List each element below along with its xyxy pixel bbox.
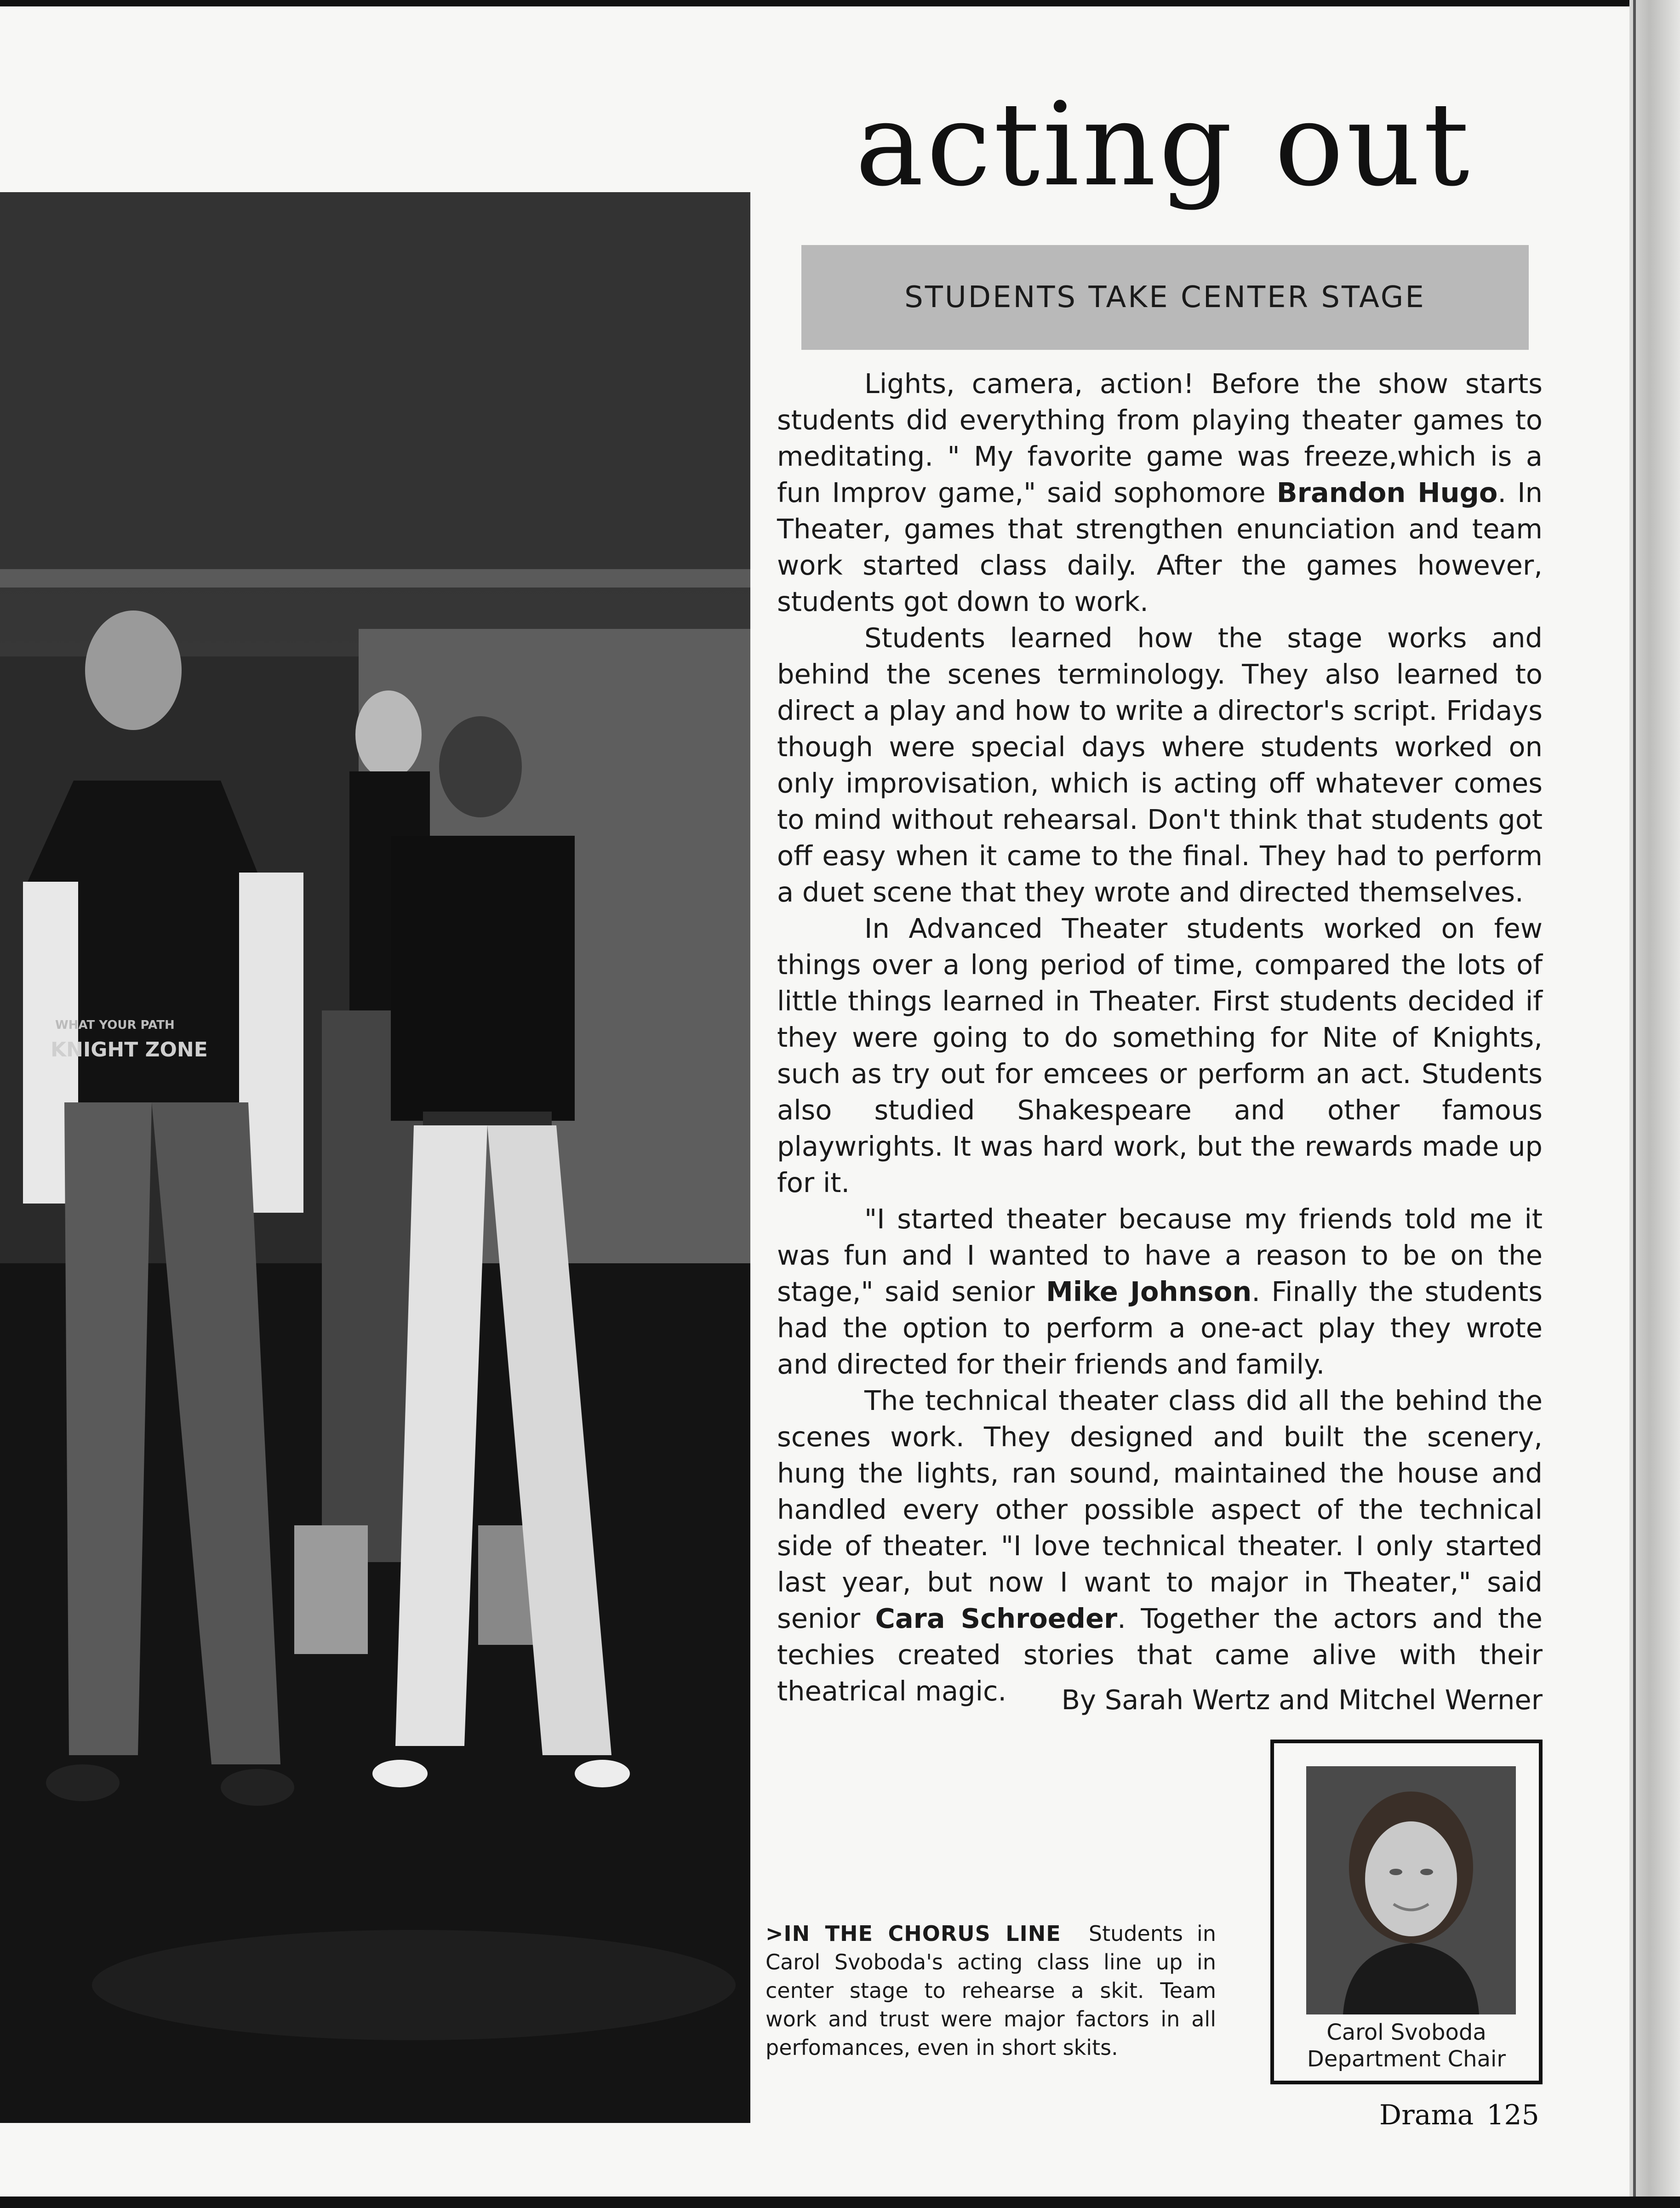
quoted-student-name: Cara Schroeder — [875, 1603, 1118, 1634]
portrait-role: Department Chair — [1307, 2046, 1506, 2072]
page-title: acting out — [855, 78, 1472, 211]
paragraph-text: . Finally the students had the option to perform a one-act play they wrote and directed for their friends and family. — [777, 1276, 1543, 1380]
portrait-photo — [1306, 1766, 1516, 2014]
article-body — [777, 365, 1543, 1709]
article-paragraph — [777, 1382, 1543, 1709]
article-paragraph — [777, 1201, 1543, 1382]
photo-caption-text: Students in Carol Svoboda's acting class line up in center stage to rehearse a skit. Team work and trust were major factors in all perfomances, even in short skits. — [766, 1921, 1216, 2060]
quoted-student-name: Mike Johnson — [1046, 1276, 1252, 1307]
portrait-caption — [1274, 2019, 1539, 2072]
paragraph-text: Lights, camera, action! Before the show starts students did everything from playing theater games to meditating. " My favorite game was freeze,which is a fun Improv game," said sophomore — [777, 368, 1543, 508]
photo-caption-lead: >IN THE CHORUS LINE — [766, 1921, 1061, 1946]
paragraph-text: In Advanced Theater students worked on few things over a long period of time, compared the lots of little things learned in Theater. First students decided if they were going to do something for Nite of Knights, such as try out for emcees or perform an act. Students also studied Shakespeare and other famous playwrights. It was hard work, but the rewards made up for it. — [777, 913, 1543, 1198]
paragraph-text: . Together the actors and the techies created stories that came alive with their theatrical magic. — [777, 1603, 1543, 1707]
byline: By Sarah Wertz and Mitchel Werner — [1061, 1684, 1543, 1716]
shirt-print-top: WHAT YOUR PATH — [55, 1018, 175, 1032]
article-paragraph — [777, 365, 1543, 620]
top-rule — [0, 0, 1680, 6]
folio — [1379, 2099, 1539, 2131]
portrait-name: Carol Svoboda — [1326, 2020, 1486, 2045]
quoted-student-name: Brandon Hugo — [1276, 477, 1498, 508]
subtitle-banner — [801, 245, 1529, 350]
article-paragraph — [777, 910, 1543, 1201]
paragraph-text: "I started theater because my friends told me it was fun and I wanted to have a reason to be on the stage," said senior — [777, 1203, 1543, 1307]
stage-photo — [0, 192, 750, 2123]
photo-caption — [766, 1919, 1216, 2062]
subtitle-text: STUDENTS TAKE CENTER STAGE — [904, 280, 1426, 314]
bottom-rule — [0, 2197, 1680, 2208]
paragraph-text: Students learned how the stage works and behind the scenes terminology. They also learned to direct a play and how to write a director's script. Fridays though were special days where students worked on only improvisation, which is acting off whatever comes to mind without rehearsal. Don't think that students got off easy when it came to the final. They had to perform a duet scene that they wrote and directed themselves. — [777, 622, 1543, 908]
article-paragraph — [777, 620, 1543, 910]
paragraph-text: . In Theater, games that strengthen enunciation and team work started class daily. After the games however, students got down to work. — [777, 477, 1543, 617]
paragraph-text: The technical theater class did all the behind the scenes work. They designed and built the scenery, hung the lights, ran sound, maintained the house and handled every other possible aspect of the technical side of theater. "I love technical theater. I only started last year, but now I want to major in Theater," said senior — [777, 1385, 1543, 1634]
shirt-print-main: KNIGHT ZONE — [51, 1038, 208, 1061]
page-number: 125 — [1486, 2099, 1539, 2131]
portrait-box — [1270, 1740, 1543, 2084]
page-binding-edge — [1629, 0, 1680, 2208]
section-name: Drama — [1379, 2099, 1474, 2131]
